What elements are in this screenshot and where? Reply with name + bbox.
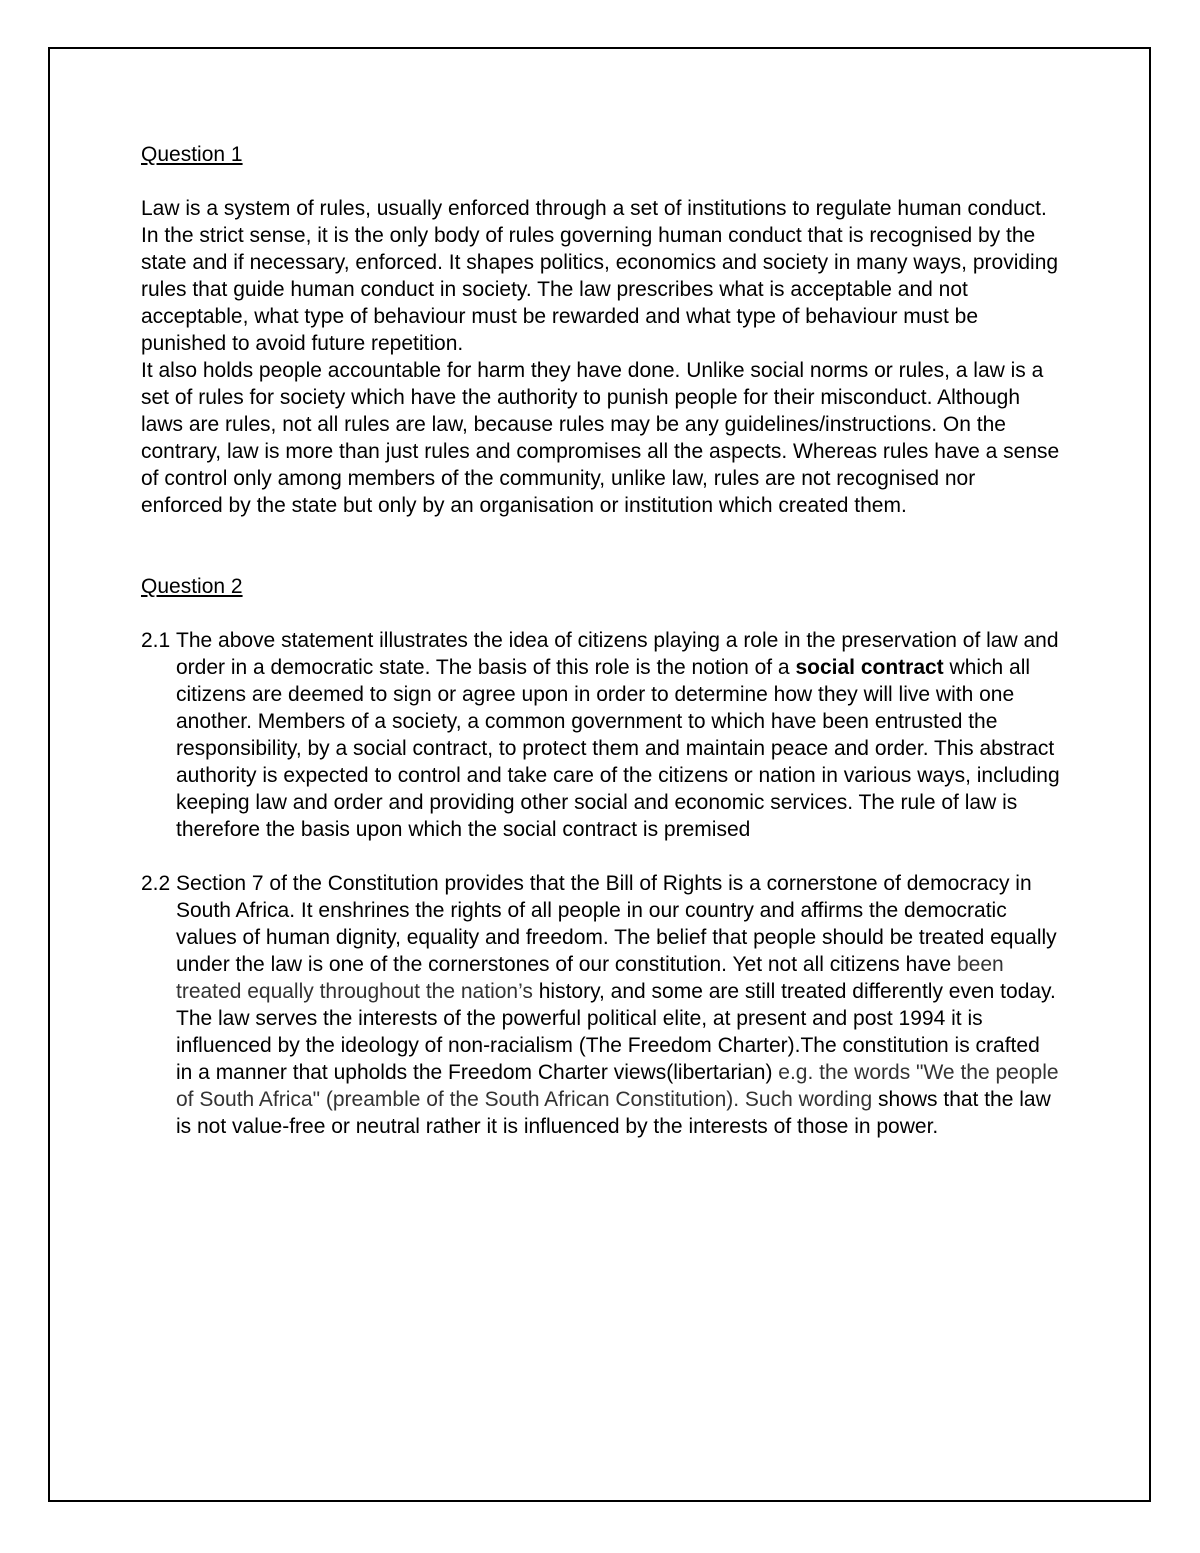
answer-2-2-text-b: been treated equally throughout the nation’s xyxy=(176,953,1004,1003)
answer-2-1-number: 2.1 xyxy=(141,629,171,652)
answer-2-1 xyxy=(141,627,1061,843)
question-1-paragraph-2: It also holds people accountable for harm they have done. Unlike social norms or rules, a law is a set of rules for society which have the authority to punish people for their misconduct. Although laws are rules, not all rules are law, because rules may be any guidelines/instructions. On the contrary, law is more than just rules and compromises all the aspects. Whereas rules have a sense of control only among members of the community, unlike law, rules are not recognised nor enforced by the state but only by an organisation or institution which created them. xyxy=(141,359,1060,517)
answer-2-2-text-a: Section 7 of the Constitution provides that the Bill of Rights is a cornerstone of democracy in South Africa. It enshrines the rights of all people in our country and affirms the democratic values of human dignity, equality and freedom. The belief that people should be treated equally under the law is one of the cornerstones of our constitution. Yet not all citizens have xyxy=(176,872,1057,976)
answer-2-1-text-start: The above statement illustrates the idea of citizens playing a role in the preservation of law and order in a democratic state. The basis of this role is the notion of a xyxy=(176,629,1059,679)
document-body xyxy=(141,141,1061,1140)
answer-2-2-number: 2.2 xyxy=(141,872,171,895)
question-2-heading: Question 2 xyxy=(141,575,243,598)
question-1-paragraph-1: Law is a system of rules, usually enforced through a set of institutions to regulate human conduct. In the strict sense, it is the only body of rules governing human conduct that is recognised by the state and if necessary, enforced. It shapes politics, economics and society in many ways, providing rules that guide human conduct in society. The law prescribes what is acceptable and not acceptable, what type of behaviour must be rewarded and what type of behaviour must be punished to avoid future repetition. xyxy=(141,197,1059,355)
answer-2-2-text-e: shows that the law is not value-free or neutral rather it is influenced by the interests of those in power. xyxy=(176,1088,1051,1138)
answer-2-2-text-c: history, and some are still treated differently even today. The law serves the interests of the powerful political elite, at present and post 1994 it is influenced by the ideology of non-racialism (The Freedom Charter).The constitution is crafted in a manner that upholds the Freedom Charter views(libertarian) xyxy=(176,980,1056,1084)
answer-2-1-text-end: which all citizens are deemed to sign or agree upon in order to determine how they will live with one another. Members of a society, a common government to which have been entrusted the responsibility, by a social contract, to protect them and maintain peace and order. This abstract authority is expected to control and take care of the citizens or nation in various ways, including keeping law and order and providing other social and economic services. The rule of law is therefore the basis upon which the social contract is premised xyxy=(176,656,1060,841)
answer-2-2-text-d: e.g. the words "We the people of South Africa" (preamble of the South African Constitution). Such wording xyxy=(176,1061,1059,1111)
answer-2-1-bold-term: social contract xyxy=(795,656,944,679)
answer-2-2 xyxy=(141,870,1061,1140)
question-1-heading: Question 1 xyxy=(141,143,243,166)
